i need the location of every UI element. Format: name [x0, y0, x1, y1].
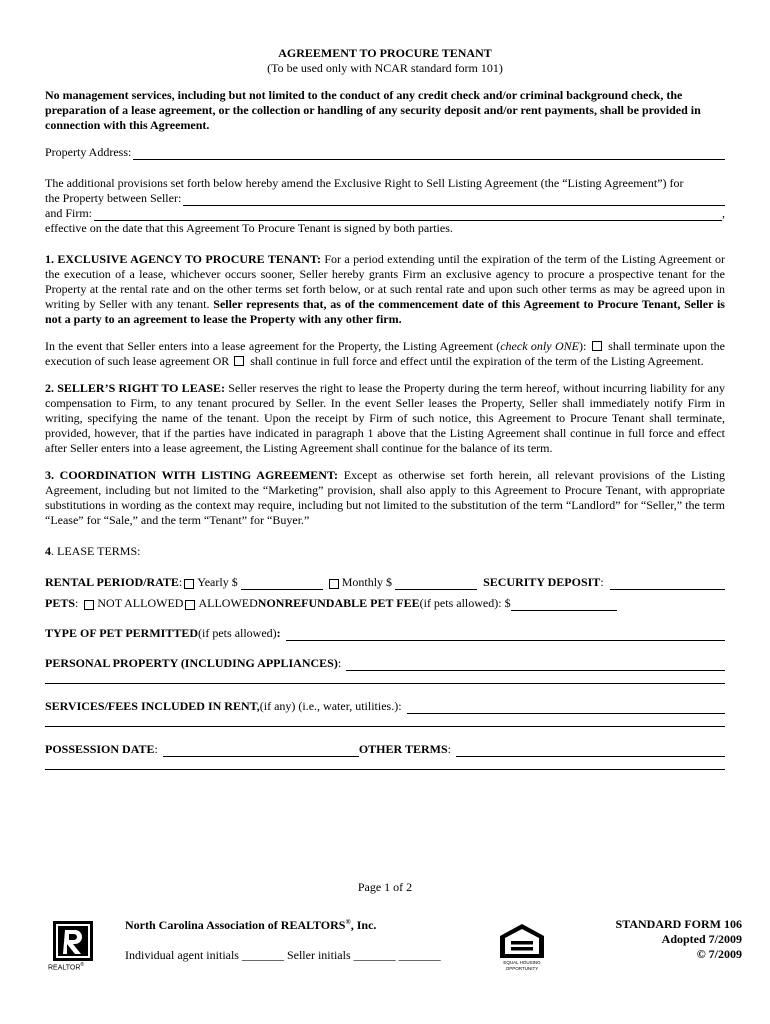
pet-type-note: (if pets allowed) — [198, 626, 277, 640]
firm-field[interactable] — [94, 209, 722, 221]
pet-fee-field[interactable] — [511, 599, 617, 611]
event-text-2: ): — [579, 339, 590, 353]
section-4-number: 4 — [45, 544, 51, 558]
personal-property-label: PERSONAL PROPERTY (INCLUDING APPLIANCES) — [45, 656, 338, 670]
pet-fee-note: (if pets allowed): $ — [419, 596, 511, 610]
section-1-heading: 1. EXCLUSIVE AGENCY TO PROCURE TENANT: — [45, 252, 321, 266]
firm-label: and Firm: — [45, 206, 92, 220]
notice-paragraph: No management services, including but not limited to the conduct of any credit check and/or criminal background check, the preparation of a lease agreement, or the collection or handling of any security deposit and/or rent payments, shall be provided in connection with this Agreement. — [45, 88, 701, 132]
svg-text:OPPORTUNITY: OPPORTUNITY — [505, 966, 539, 971]
not-allowed-label: NOT ALLOWED — [97, 596, 184, 610]
section-4-title: . LEASE TERMS: — [51, 544, 141, 558]
possession-row: POSSESSION DATE : OTHER TERMS : — [45, 742, 725, 757]
intro-line1: The additional provisions set forth below hereby amend the Exclusive Right to Sell Listing Agreement (the “Listing Agreement”) for — [45, 176, 684, 190]
yearly-label: Yearly $ — [197, 575, 238, 589]
document-subtitle: (To be used only with NCAR standard form 101) — [267, 61, 503, 75]
services-row — [45, 699, 725, 714]
pet-type-field[interactable] — [286, 629, 725, 641]
monthly-checkbox[interactable] — [329, 579, 339, 589]
monthly-field[interactable] — [395, 578, 477, 590]
personal-property-field[interactable] — [346, 659, 725, 671]
security-field[interactable] — [610, 578, 725, 590]
yearly-checkbox[interactable] — [184, 579, 194, 589]
yearly-field[interactable] — [241, 578, 323, 590]
continue-checkbox[interactable] — [234, 356, 244, 366]
section-1 — [45, 252, 725, 327]
services-label: SERVICES/FEES INCLUDED IN RENT, — [45, 699, 260, 713]
pets-label: PETS — [45, 596, 76, 610]
section-1-bold-text: Seller represents that, as of the commencement date of this Agreement to Procure Tenant, Seller is not a party to an agreement to lease the Property with any other firm. — [45, 297, 725, 326]
document-page — [45, 46, 725, 770]
equal-housing-icon — [496, 922, 548, 972]
possession-label: POSSESSION DATE — [45, 742, 155, 756]
monthly-label: Monthly $ — [341, 575, 393, 589]
realtor-mark: REALTOR® — [48, 962, 85, 972]
pets-row: PETS : NOT ALLOWED ALLOWED NONREFUNDABLE PET FEE (if pets allowed): $ — [45, 596, 725, 611]
section-4-heading — [45, 544, 725, 559]
firm-row — [45, 206, 725, 221]
form-name: STANDARD FORM 106 — [615, 917, 742, 931]
not-allowed-checkbox[interactable] — [84, 600, 94, 610]
event-option-2: shall continue in full force and effect until the expiration of the term of the Listing Agreement. — [247, 354, 704, 368]
other-terms-label: OTHER TERMS — [358, 742, 448, 756]
property-address-row — [45, 145, 725, 160]
page-number: Page 1 of 2 — [357, 880, 413, 894]
form-info — [616, 917, 742, 962]
section-3-heading: 3. COORDINATION WITH LISTING AGREEMENT: — [45, 468, 339, 482]
services-field[interactable] — [407, 702, 725, 714]
property-address-label: Property Address: — [45, 145, 132, 159]
section-2-heading: 2. SELLER’S RIGHT TO LEASE: — [45, 381, 226, 395]
rental-label: RENTAL PERIOD/RATE — [45, 575, 179, 589]
event-italic: check only ONE — [500, 339, 579, 353]
section-3 — [45, 468, 725, 528]
svg-text:EQUAL HOUSING: EQUAL HOUSING — [503, 960, 541, 965]
event-text-1: In the event that Seller enters into a lease agreement for the Property, the Listing Agreement ( — [45, 339, 501, 353]
seller-row — [45, 191, 725, 206]
effective-line: effective on the date that this Agreement To Procure Tenant is signed by both parties. — [45, 221, 453, 235]
other-terms-line-2[interactable] — [45, 768, 725, 770]
pet-fee-label: NONREFUNDABLE PET FEE — [257, 596, 420, 610]
form-copyright: © 7/2009 — [696, 947, 742, 961]
possession-field[interactable] — [163, 745, 359, 757]
association-name: North Carolina Association of REALTORS®, Inc. — [125, 918, 377, 932]
pet-type-row: TYPE OF PET PERMITTED (if pets allowed) : — [45, 626, 725, 641]
services-note: (if any) (i.e., water, utilities.): — [259, 699, 402, 713]
terminate-checkbox[interactable] — [592, 341, 602, 351]
section-2-text: Seller reserves the right to lease the Property during the term hereof, without incurring liability for any compensation to Firm, to any tenant procured by Seller. In the event Seller leases the Property, Seller shall immediately notify Firm in writing, specifying the name of the tenant. Upon the receipt by Firm of such notice, this Agreement to Procure Tenant shall terminate, provided, however, that if the parties have indicated in paragraph 1 above that the Listing Agreement shall continue in full force and effect after Seller enters into a lease agreement, the Listing Agreement shall continue for the balance of its term. — [45, 381, 726, 455]
security-label: SECURITY DEPOSIT — [483, 575, 601, 589]
event-option-1: shall terminate upon the execution of such lease agreement OR — [45, 339, 726, 368]
seller-label: the Property between Seller: — [45, 191, 182, 205]
allowed-checkbox[interactable] — [185, 600, 195, 610]
property-address-field[interactable] — [133, 148, 725, 160]
form-adopted: Adopted 7/2009 — [661, 932, 742, 946]
lease-event-paragraph — [45, 339, 725, 369]
allowed-label: ALLOWED — [198, 596, 258, 610]
rental-row: RENTAL PERIOD/RATE : Yearly $ Monthly $ SECURITY DEPOSIT : — [45, 575, 725, 590]
section-2 — [45, 381, 725, 456]
firm-comma: , — [722, 206, 725, 220]
section-3-text: Except as otherwise set forth herein, all relevant provisions of the Listing Agreement, including but not limited to the “Marketing” provision, shall also apply to this Agreement to Procure Tenant, with appropriate substitutions in wording as the context may require, including but not limited to the substitution of the term “Landlord” for “Seller,” the term “Lease” for “Sale,” and the term “Tenant” for “Buyer.” — [45, 468, 725, 527]
document-title: AGREEMENT TO PROCURE TENANT — [278, 46, 492, 60]
seller-field[interactable] — [183, 194, 725, 206]
pet-type-label: TYPE OF PET PERMITTED — [45, 626, 199, 640]
personal-property-row: PERSONAL PROPERTY (INCLUDING APPLIANCES) : — [45, 656, 725, 671]
initials-line: Individual agent initials _______ Seller initials _______ _______ — [125, 948, 441, 962]
other-terms-field[interactable] — [456, 745, 725, 757]
section-1-text: For a period extending until the expiration of the term of the Listing Agreement or the execution of a lease, whichever occurs sooner, Seller hereby grants Firm an exclusive agency to procure a prospective tenant for the Property at the rental rate and on the other terms set forth below, or at such rental rate and upon such other terms as may be agreed upon in writing by Seller with any tenant. — [45, 252, 725, 311]
